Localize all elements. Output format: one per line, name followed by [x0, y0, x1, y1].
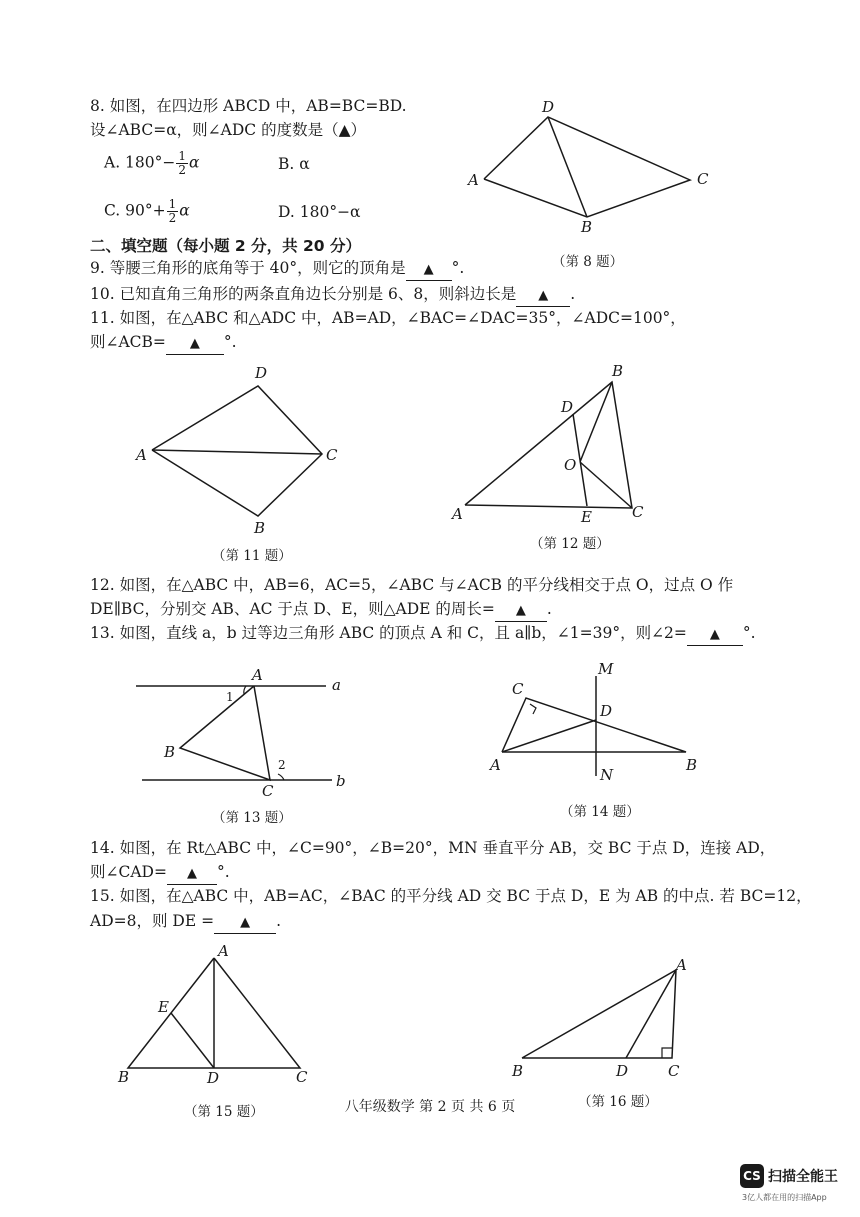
fig13-label-line-b: b — [336, 772, 346, 790]
fig12-label-e: E — [581, 508, 592, 526]
figure-12 — [465, 382, 632, 508]
q8-line2: 设∠ABC=α，则∠ADC 的度数是（▲） — [90, 121, 366, 139]
fig8-label-b: B — [581, 218, 593, 236]
fig14-label-d: D — [600, 702, 613, 720]
fig12-caption: （第 12 题） — [530, 536, 610, 552]
fig13-label-line-a: a — [332, 676, 341, 694]
answer-blank: ▲ — [166, 334, 224, 355]
fig11-label-d: D — [255, 364, 268, 382]
q8-option-b: B. α — [278, 155, 310, 173]
fig12-label-o: O — [564, 456, 577, 474]
section-title: 二、填空题（每小题 2 分，共 20 分） — [90, 237, 361, 255]
figure-15 — [128, 958, 300, 1068]
fig15-caption: （第 15 题） — [184, 1104, 264, 1120]
cs-logo-icon: CS — [740, 1164, 764, 1188]
fig13-label-a: A — [252, 666, 263, 684]
fig16-caption: （第 16 题） — [578, 1094, 658, 1110]
fig13-label-1: 1 — [226, 690, 234, 704]
q11-line2: 则∠ACB= ▲ °. — [90, 332, 237, 355]
fig14-label-m: M — [598, 660, 614, 678]
fig11-label-c: C — [326, 446, 338, 464]
fig14-label-a: A — [490, 756, 501, 774]
watermark-sub: 3亿人都在用的扫描App — [742, 1193, 827, 1202]
fig16-label-a: A — [676, 956, 687, 974]
q8-option-a: A. 180°− $\frac{1}{2}$ α — [104, 149, 200, 177]
answer-blank: ▲ — [406, 260, 452, 281]
fig8-label-c: C — [697, 170, 709, 188]
fig16-label-b: B — [512, 1062, 524, 1080]
fig15-label-b: B — [118, 1068, 130, 1086]
q10: 10. 已知直角三角形的两条直角边长分别是 6、8，则斜边长是 ▲ . — [90, 284, 575, 307]
watermark-name: 扫描全能王 — [768, 1169, 838, 1185]
figure-11 — [152, 386, 322, 516]
fig15-label-d: D — [207, 1069, 220, 1087]
fig14-label-n: N — [600, 766, 614, 784]
fig11-label-a: A — [136, 446, 147, 464]
fraction: $\frac{1}{2}$ — [168, 197, 177, 225]
q8-option-c: C. 90°+ $\frac{1}{2}$ α — [104, 197, 190, 225]
fig11-caption: （第 11 题） — [212, 548, 292, 564]
fig14-caption: （第 14 题） — [560, 804, 640, 820]
q8-line1: 8. 如图，在四边形 ABCD 中，AB=BC=BD. — [90, 97, 407, 115]
fig14-label-b: B — [686, 756, 698, 774]
fig12-label-b: B — [612, 362, 624, 380]
answer-blank: ▲ — [495, 601, 547, 622]
figure-14 — [502, 676, 686, 776]
answer-blank: ▲ — [516, 286, 570, 307]
fig12-label-d: D — [561, 398, 574, 416]
q13: 13. 如图，直线 a，b 过等边三角形 ABC 的顶点 A 和 C，且 a∥b，∠1=39°，则∠2= ▲ °. — [90, 623, 756, 646]
fig16-label-d: D — [616, 1062, 629, 1080]
answer-blank: ▲ — [167, 864, 217, 885]
page-footer: 八年级数学 第 2 页 共 6 页 — [344, 1099, 516, 1115]
figure-13 — [136, 686, 332, 780]
fig11-label-b: B — [254, 519, 266, 537]
q8-option-d: D. 180°−α — [278, 203, 361, 221]
q12-line1: 12. 如图，在△ABC 中，AB=6，AC=5，∠ABC 与∠ACB 的平分线相交于点 O，过点 O 作 — [90, 576, 734, 594]
q14-line1: 14. 如图，在 Rt△ABC 中，∠C=90°，∠B=20°，MN 垂直平分 AB，交 BC 于点 D，连接 AD， — [90, 839, 776, 857]
fig15-label-c: C — [296, 1068, 308, 1086]
q14-line2: 则∠CAD= ▲ °. — [90, 862, 230, 885]
fig8-label-a: A — [468, 171, 479, 189]
q15-line2: AD=8，则 DE = ▲ . — [90, 911, 281, 934]
fig13-label-b: B — [164, 743, 176, 761]
fig15-label-e: E — [158, 998, 169, 1016]
fig8-caption: （第 8 题） — [552, 254, 624, 270]
fig13-caption: （第 13 题） — [212, 810, 292, 826]
fig8-label-d: D — [542, 98, 555, 116]
q12-line2: DE∥BC，分别交 AB、AC 于点 D、E，则△ADE 的周长= ▲ . — [90, 599, 552, 622]
fig16-label-c: C — [668, 1062, 680, 1080]
fraction: $\frac{1}{2}$ — [178, 149, 187, 177]
q11-line1: 11. 如图，在△ABC 和△ADC 中，AB=AD，∠BAC=∠DAC=35°，∠ADC=100°， — [90, 309, 686, 327]
fig12-label-a: A — [452, 505, 463, 523]
answer-blank: ▲ — [214, 913, 276, 934]
answer-blank: ▲ — [687, 625, 743, 646]
q15-line1: 15. 如图，在△ABC 中，AB=AC，∠BAC 的平分线 AD 交 BC 于点 D，E 为 AB 的中点. 若 BC=12， — [90, 887, 812, 905]
fig15-label-a: A — [218, 942, 229, 960]
figure-16 — [522, 970, 676, 1058]
fig12-label-c: C — [632, 503, 644, 521]
q9: 9. 等腰三角形的底角等于 40°，则它的顶角是 ▲ °. — [90, 258, 464, 281]
fig14-label-c: C — [512, 680, 524, 698]
fig13-label-c: C — [262, 782, 274, 800]
fig13-label-2: 2 — [278, 758, 286, 772]
fig8-quadrilateral — [484, 117, 690, 217]
